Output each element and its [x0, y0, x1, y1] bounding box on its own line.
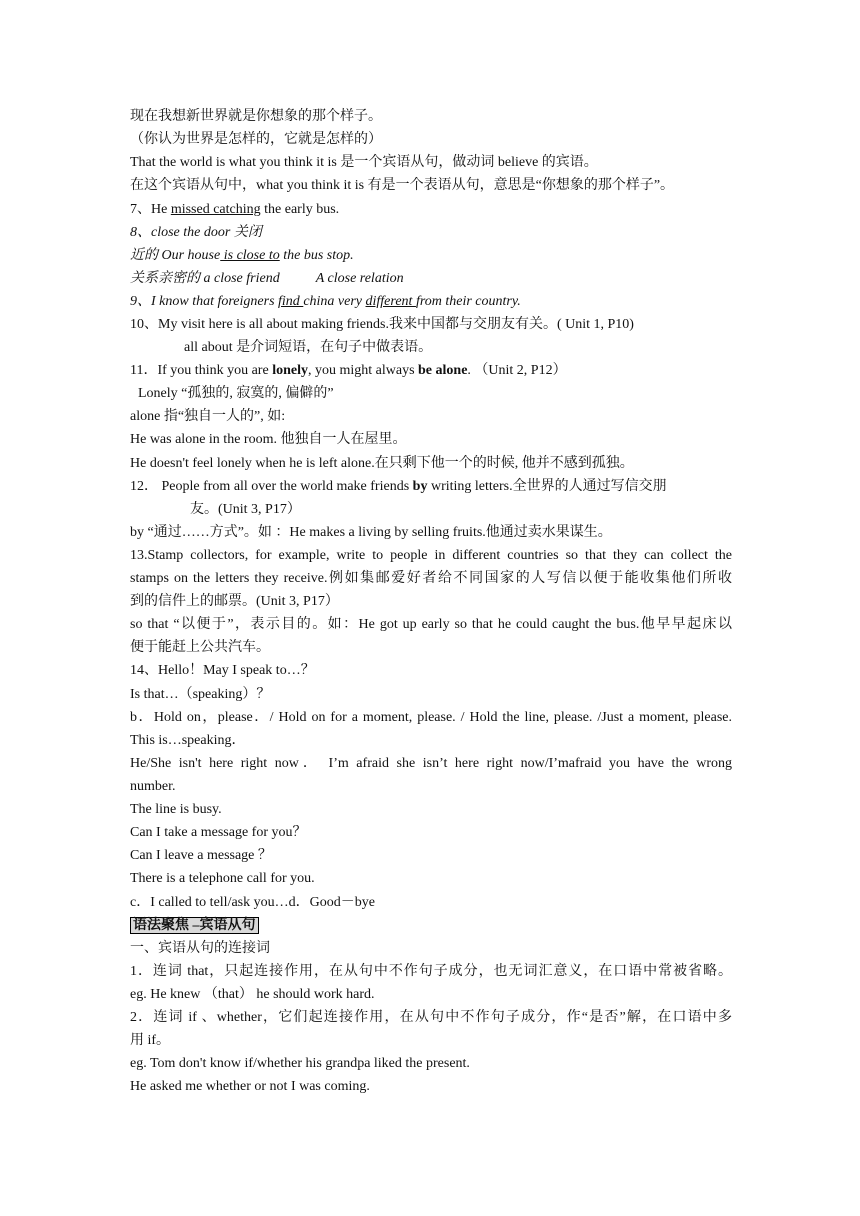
text-line: 现在我想新世界就是你想象的那个样子。 [130, 109, 382, 124]
item-10-line: 10、My visit here is all about making friends.我来中国都与交朋友有关。( Unit 1, P10) [130, 317, 634, 332]
text-line: so that “以便于”，表示目的。如：He got up early so that he could caught the bus.他早早起床以 [130, 617, 732, 632]
text-line: （你认为世界是怎样的，它就是怎样的） [130, 132, 382, 147]
text-segment: writing letters.全世界的人通过写信交朋 [427, 479, 667, 494]
text-line: 便于能赶上公共汽车。 [130, 640, 270, 655]
text-segment: , you might always [307, 363, 419, 378]
text-segment: china very [303, 294, 366, 309]
text-line: He was alone in the room. 他独自一人在屋里。 [130, 432, 407, 447]
text-line: eg. He knew （that） he should work hard. [130, 987, 375, 1002]
text-line: He/She isn't here right now． I’m afraid she isn’t here right now/I’mafraid you have the wrong [130, 756, 732, 771]
text-line: alone 指“独自一人的”, 如: [130, 409, 286, 424]
bold-word: be alone [418, 363, 468, 378]
underlined-phrase: missed catching [170, 202, 261, 217]
text-segment: 12． People from all over the world make friends [130, 479, 413, 494]
text-line: The line is busy. [130, 802, 222, 817]
text-segment: 关系亲密的 a close friend [130, 271, 280, 286]
grammar-focus-heading: 语法聚焦 –宾语从句 [130, 917, 259, 934]
bold-word: lonely [272, 363, 308, 378]
text-segment: A close relation [315, 271, 404, 286]
underlined-phrase: is close to [220, 248, 280, 263]
section-heading [130, 917, 259, 935]
text-line: Can I leave a message ？ [130, 848, 272, 863]
bold-word: by [412, 479, 428, 494]
subsection-heading: 一、宾语从句的连接词 [130, 941, 270, 956]
text-line: Is that…（speaking）？ [130, 687, 271, 702]
underlined-word: different [365, 294, 416, 309]
text-segment: 11．If you think you are [130, 363, 273, 378]
item-11-line [130, 362, 567, 380]
text-line: 到的信件上的邮票。(Unit 3, P17） [130, 594, 339, 609]
text-segment: the bus stop. [279, 248, 354, 263]
underlined-word: find [278, 294, 304, 309]
text-line: all about 是介词短语，在句子中做表语。 [184, 340, 433, 355]
text-line: 1．连词 that，只起连接作用，在从句中不作句子成分，也无词汇意义，在口语中常被省略。 [130, 964, 732, 979]
text-line: 2．连词 if 、whether，它们起连接作用，在从句中不作句子成分，作“是否”解，在口语中多 [130, 1010, 732, 1025]
text-line: This is…speaking． [130, 733, 246, 748]
text-line: 用 if。 [130, 1033, 171, 1048]
text-line: That the world is what you think it is 是一个宾语从句，做动词 believe 的宾语。 [130, 155, 598, 170]
item-14-line: 14、Hello！May I speak to…？ [130, 663, 315, 678]
item-8-line: 8、close the door 关闭 [130, 225, 262, 240]
text-segment: 9、I know that foreigners [130, 294, 279, 309]
item-13-line: 13.Stamp collectors, for example, write to people in different countries so that they can collect the [130, 548, 732, 563]
text-line: He asked me whether or not I was coming. [130, 1079, 370, 1094]
text-segment: the early bus. [260, 202, 340, 217]
text-segment: from their country. [415, 294, 521, 309]
text-line: c．I called to tell/ask you…d．Good－bye [130, 895, 375, 910]
text-line: There is a telephone call for you. [130, 871, 315, 886]
text-line: number. [130, 779, 176, 794]
text-line: 友。(Unit 3, P17） [190, 502, 301, 517]
text-line: Lonely “孤独的, 寂寞的, 偏僻的” [138, 386, 334, 401]
text-line: Can I take a message for you？ [130, 825, 307, 840]
example-line [130, 270, 404, 288]
example-line [130, 247, 354, 265]
text-segment: 7、He [130, 202, 171, 217]
text-line: He doesn't feel lonely when he is left alone.在只剩下他一个的时候, 他并不感到孤独。 [130, 456, 634, 471]
text-line: by “通过……方式”。如 ：He makes a living by selling fruits.他通过卖水果谋生。 [130, 525, 612, 540]
text-segment: 近的 Our house [130, 248, 221, 263]
item-7-line [130, 201, 339, 219]
text-line: stamps on the letters they receive.例如集邮爱好者给不同国家的人写信以便于能收集他们所收 [130, 571, 732, 586]
item-12-line [130, 478, 667, 496]
text-line: eg. Tom don't know if/whether his grandpa liked the present. [130, 1056, 470, 1071]
item-9-line [130, 293, 521, 311]
text-line: b．Hold on，please．/ Hold on for a moment, please. / Hold the line, please. /Just a moment, please. [130, 710, 732, 725]
text-segment: . （Unit 2, P12） [467, 363, 567, 378]
text-line: 在这个宾语从句中，what you think it is 有是一个表语从句，意思是“你想象的那个样子”。 [130, 178, 675, 193]
